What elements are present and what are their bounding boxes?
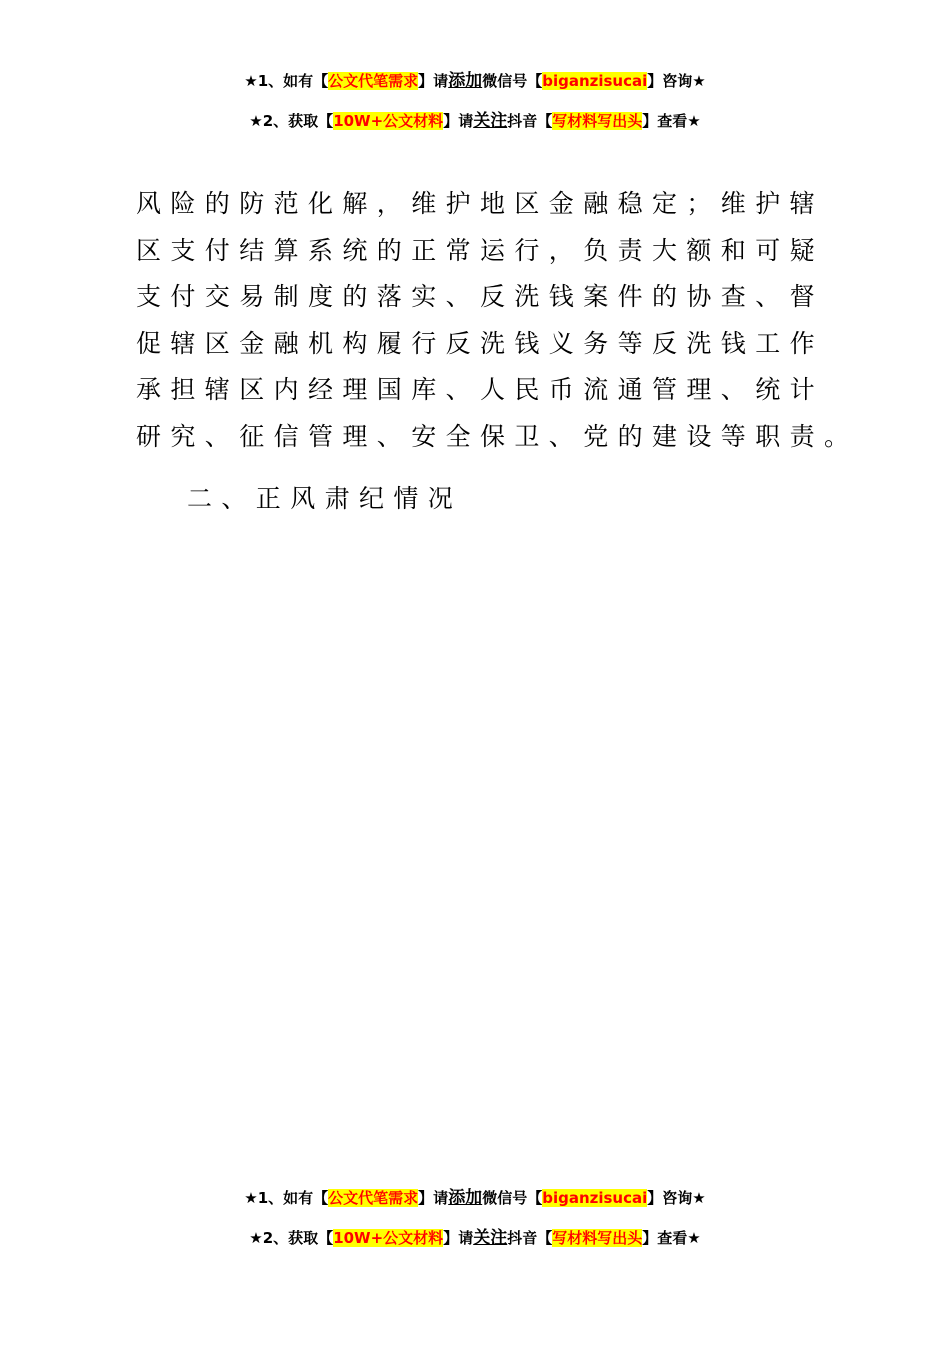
banner-text: ★1、如有【 [244, 72, 329, 90]
banner-text: 】请 [418, 72, 449, 90]
paragraph-line: 研究、征信管理、安全保卫、党的建设等职责。 [136, 421, 859, 451]
banner-highlight: biganzisucai [542, 1189, 648, 1207]
banner-emphasis: 添加 [448, 71, 483, 91]
paragraph-line: 区支付结算系统的正常运行，负责大额和可疑 [136, 235, 825, 265]
banner-emphasis: 关注 [473, 1228, 508, 1248]
top-banner [0, 61, 950, 141]
banner-text: 】请 [418, 1189, 449, 1207]
banner-text: 抖音【 [507, 1229, 553, 1247]
paragraph-line: 承担辖区内经理国库、人民币流通管理、统计 [136, 375, 825, 404]
banner-highlight: 10W+公文材料 [333, 1229, 444, 1247]
banner-highlight: 写材料写出头 [552, 1229, 643, 1247]
bottom-banner [0, 1178, 950, 1258]
banner-text: 抖音【 [507, 112, 553, 130]
banner-emphasis: 添加 [448, 1188, 483, 1208]
banner-text: 】请 [443, 1229, 474, 1247]
banner-highlight: 10W+公文材料 [333, 112, 444, 130]
banner-highlight: 写材料写出头 [552, 112, 643, 130]
banner-highlight: 公文代笔需求 [328, 1189, 419, 1207]
banner-text: 】咨询★ [647, 72, 706, 90]
body-paragraph [136, 181, 859, 460]
banner-text: 微信号【 [482, 1189, 543, 1207]
banner-line-1 [0, 61, 950, 101]
banner-text: ★2、获取【 [249, 1229, 334, 1247]
banner-text: 】查看★ [642, 112, 701, 130]
banner-text: ★2、获取【 [249, 112, 334, 130]
banner-highlight: 公文代笔需求 [328, 72, 419, 90]
banner-text: 】咨询★ [647, 1189, 706, 1207]
paragraph-line: 风险的防范化解，维护地区金融稳定；维护辖 [136, 189, 825, 218]
banner-emphasis: 关注 [473, 111, 508, 131]
banner-text: 】请 [443, 112, 474, 130]
banner-line-1 [0, 1178, 950, 1218]
section-heading: 二、正风肃纪情况 [187, 484, 463, 513]
banner-highlight: biganzisucai [542, 72, 648, 90]
paragraph-line: 促辖区金融机构履行反洗钱义务等反洗钱工作 [136, 328, 825, 358]
banner-text: 微信号【 [482, 72, 543, 90]
banner-text: 】查看★ [642, 1229, 701, 1247]
banner-text: ★1、如有【 [244, 1189, 329, 1207]
banner-line-2 [0, 101, 950, 141]
paragraph-line: 支付交易制度的落实、反洗钱案件的协查、督 [136, 282, 825, 311]
banner-line-2 [0, 1218, 950, 1258]
